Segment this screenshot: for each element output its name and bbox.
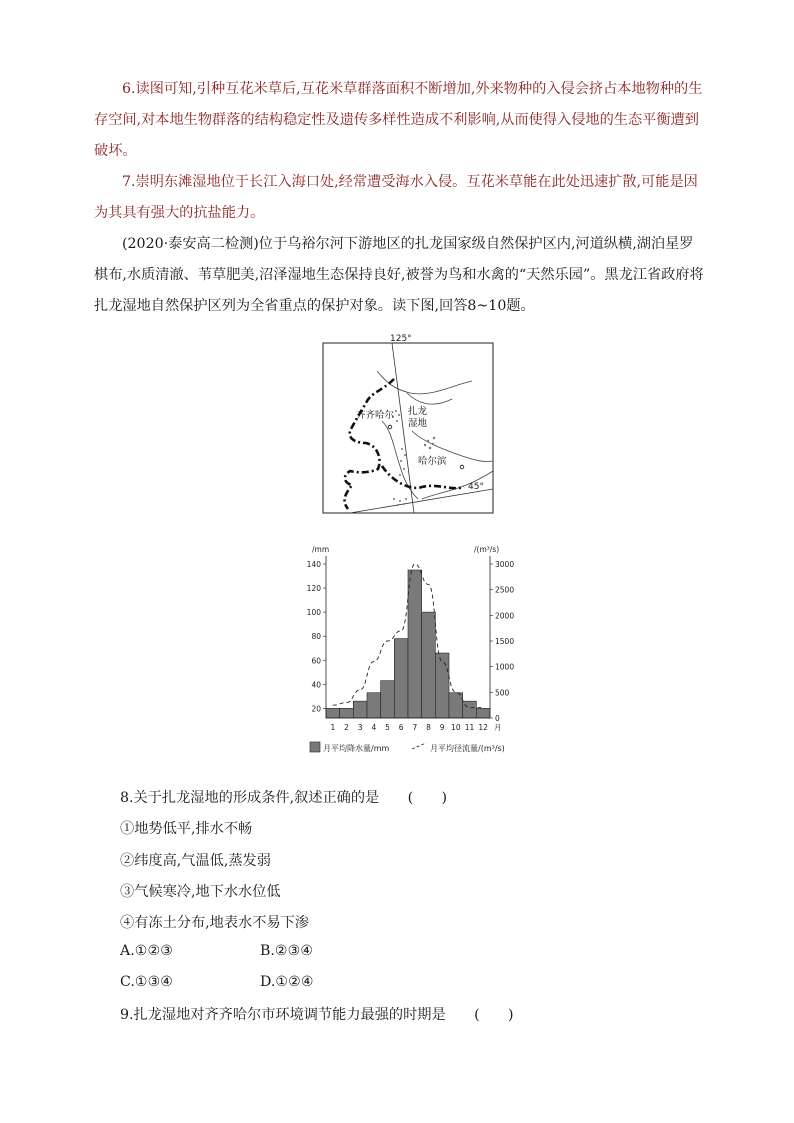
climate-chart [300,538,540,764]
legend-bar-swatch [310,742,320,752]
q8-option-a[interactable]: A.①②③ [120,943,173,959]
q8-stem-text: 8.关于扎龙湿地的形成条件,叙述正确的是 [120,790,380,806]
wetland-label-1: 扎龙 [408,406,428,417]
precip-bar-5 [381,681,395,718]
precip-bar-3 [353,701,367,718]
precip-bar-12 [476,708,490,718]
right-axis-label: /(m³/s) [474,545,500,554]
question-intro: (2020·泰安高二检测)位于乌裕尔河下游地区的扎龙国家级自然保护区内,河道纵横,湖泊星罗棋布,水质清澈、苇草肥美,沼泽湿地生态保持良好,被誉为鸟和水禽的“天然乐园”。黑龙江省政府将扎龙湿地自然保护区列为全省重点的保护对象。读下图,回答8~10题。 [94,236,704,314]
city-qiqihar: 齐齐哈尔 [356,410,395,421]
precip-bar-7 [408,570,422,718]
zhalong-map [322,331,494,520]
month-tick-label: 4 [371,723,377,732]
q8-option-b[interactable]: B.②③④ [260,943,314,959]
legend-bar-label: 月平均降水量/mm [323,744,390,753]
q8-item-2: ②纬度高,气温低,蒸发弱 [120,853,271,869]
right-tick-label: 3000 [495,560,515,569]
month-tick-label: 12 [478,723,488,732]
left-axis-label: /mm [312,545,330,554]
map-svg [322,331,494,516]
month-tick-label: 2 [344,723,349,732]
right-tick-label: 2000 [495,611,515,621]
month-tick-label: 9 [439,723,445,732]
answer-6: 6.读图可知,引种互花米草后,互花米草群落面积不断增加,外来物种的入侵会挤占本地物种的生存空间,对本地生物群落的结构稳定性及遗传多样性造成不利影响,从而使得入侵地的生态平衡遭到破坏。 [94,81,703,159]
legend-line-label: 月平均径流量/(m³/s) [430,744,505,753]
precip-bar-8 [422,612,436,718]
right-tick-label: 1500 [495,637,515,646]
left-tick-label: 80 [311,632,321,642]
month-tick-label: 10 [451,723,461,732]
right-tick-label: 0 [495,714,500,723]
month-tick-label: 7 [412,723,418,732]
left-tick-label: 20 [311,704,321,714]
q8-option-d[interactable]: D.①②④ [260,974,314,990]
legend-line-swatch [412,743,426,749]
qiqihar-marker [388,425,392,429]
precip-bar-11 [463,701,477,718]
precip-bar-4 [367,693,381,718]
right-tick-label: 1000 [495,662,515,672]
precip-bar-1 [326,708,340,718]
precip-bar-6 [394,639,408,718]
latitude-label: 45° [468,482,484,492]
precip-bar-2 [340,708,354,718]
harbin-marker [460,465,464,469]
left-tick-label: 100 [306,608,321,618]
q9-blank: ( ) [474,1007,514,1023]
month-tick-label: 6 [398,723,404,732]
left-tick-label: 60 [311,656,321,666]
left-tick-label: 40 [311,680,321,690]
answer-7: 7.崇明东滩湿地位于长江入海口处,经常遭受海水入侵。互花米草能在此处迅速扩散,可能是因为其具有强大的抗盐能力。 [94,174,698,221]
right-tick-label: 500 [495,688,510,698]
question-8-stem [120,787,447,807]
precip-bar-10 [449,693,463,718]
right-tick-label: 2500 [495,585,515,595]
question-9-stem [120,1004,514,1024]
q9-stem-text: 9.扎龙湿地对齐齐哈尔市环境调节能力最强的时期是 [120,1007,446,1023]
chart-svg [300,538,540,760]
left-tick-label: 140 [306,560,321,569]
month-tick-label: 8 [426,723,431,732]
month-tick-label: 5 [385,723,390,732]
q8-blank: ( ) [407,790,448,806]
q8-item-4: ④有冻土分布,地表水不易下渗 [120,915,309,931]
q8-option-c[interactable]: C.①③④ [120,974,174,990]
left-tick-label: 120 [306,584,321,594]
precip-bar-9 [435,653,449,718]
wetland-label-2: 湿地 [408,418,428,429]
month-tick-label: 3 [357,723,363,732]
q8-item-3: ③气候寒冷,地下水水位低 [120,884,281,900]
month-tick-label: 11 [464,723,475,732]
q8-item-1: ①地势低平,排水不畅 [120,821,253,837]
city-harbin: 哈尔滨 [418,456,447,467]
longitude-label: 125° [390,334,412,344]
month-tick-label: 1 [330,723,336,732]
x-unit-label: 月 [494,723,502,732]
